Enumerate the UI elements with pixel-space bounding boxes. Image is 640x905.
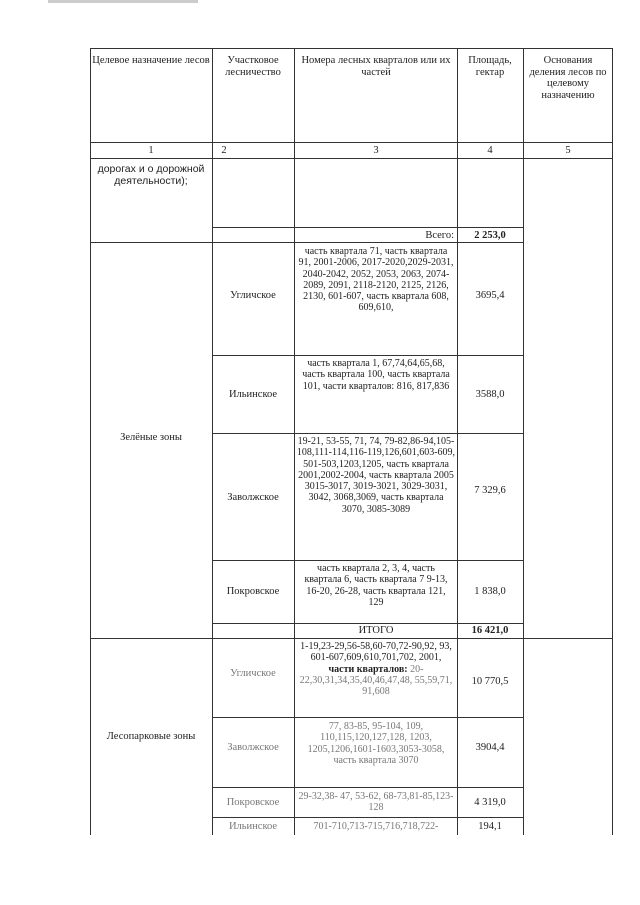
green-area-pokrov: 1 838,0 xyxy=(474,586,506,597)
park-quarters-ilinsk: 701-710,713-715,716,718,722- xyxy=(313,821,439,832)
park-forestry-uglich: Угличское xyxy=(230,668,276,679)
continued-total-value: 2 253,0 xyxy=(474,230,506,241)
park-quarters-zavolzh: 77, 83-85, 95-104, 109, 110,115,120,127,128, 1203, 1205,1206,1601-1603,3053-3058, часть квартала 3070 xyxy=(307,721,445,766)
green-area-ilinsk: 3588,0 xyxy=(475,389,505,400)
park-quarters-pokrov: 29-32,38- 47, 53-62, 68-73,81-85,123-128 xyxy=(298,791,454,814)
park-forestry-pokrov: Покровское xyxy=(226,797,280,808)
park-quarters-uglich-part2: 20-22,30,31,34,35,40,46,47,48, 55,59,71, 91,608 xyxy=(299,663,453,698)
continued-total-label: Всего: xyxy=(425,230,454,241)
park-quarters-uglich-part1: 1-19,23-29,56-58,60-70,72-90,92, 93, 601-607,609,610,701,702, 2001, xyxy=(300,641,452,664)
green-quarters-zavolzh: 19-21, 53-55, 71, 74, 79-82,86-94,105-108,111-114,116-119,126,601,603-609, 501-503,1203,1205, часть квартала 2001,2002-2004, часть квартала 2005 3015-3017, 3019-3021, 3029-3031, 3042, 3068,3069, часть квартала 3070, 3085-3089 xyxy=(296,436,456,515)
continued-purpose: дорогах и о дорожной деятельности); xyxy=(97,163,205,187)
park-area-uglich: 10 770,5 xyxy=(471,676,509,687)
col-number: 3 xyxy=(373,145,379,156)
header-area: Площадь, гектар xyxy=(468,55,512,78)
park-forestry-zavolzh: Заволжское xyxy=(227,742,279,753)
scan-artifact xyxy=(48,0,198,3)
park-area-zavolzh: 3904,4 xyxy=(475,742,505,753)
header-quarters: Номера лесных кварталов или их частей xyxy=(301,55,451,78)
green-quarters-pokrov: часть квартала 2, 3, 4, часть квартала 6, часть квартала 7 9-13, 16-20, 26-28, часть квартала 121, 129 xyxy=(304,563,448,608)
park-quarters-uglich-bold: части кварталов: xyxy=(328,663,408,675)
col-number: 1 xyxy=(148,145,154,156)
park-area-pokrov: 4 319,0 xyxy=(474,797,506,808)
green-area-zavolzh: 7 329,6 xyxy=(474,485,506,496)
header-forestry: Участковое лесничество xyxy=(225,55,281,78)
green-total-value: 16 421,0 xyxy=(471,625,509,636)
green-forestry-zavolzh: Заволжское xyxy=(227,492,279,503)
park-forestry-ilinsk: Ильинское xyxy=(228,821,278,832)
green-area-uglich: 3695,4 xyxy=(475,290,505,301)
park-quarters-uglich xyxy=(298,641,454,697)
header-purpose: Целевое назначение лесов xyxy=(92,55,210,66)
col-number: 2 xyxy=(221,145,227,156)
green-forestry-uglich: Угличское xyxy=(230,290,276,301)
green-zones-label: Зелёные зоны xyxy=(120,432,182,443)
park-area-ilinsk: 194,1 xyxy=(478,821,502,832)
col-number: 5 xyxy=(565,145,571,156)
green-quarters-ilinsk: часть квартала 1, 67,74,64,65,68, часть квартала 100, часть квартала 101, части кварталов: 816, 817,836 xyxy=(302,358,450,392)
green-total-label: ИТОГО xyxy=(358,625,394,636)
green-quarters-uglich: часть квартала 71, часть квартала 91, 2001-2006, 2017-2020,2029-2031, 2040-2042, 2052, 2053, 2063, 2074-2089, 2091, 2118-2120, 2125, 2126, 2130, 601-607, часть квартала 608, 609,610, xyxy=(298,246,454,314)
green-forestry-ilinsk: Ильинское xyxy=(228,389,278,400)
col-number: 4 xyxy=(487,145,493,156)
green-forestry-pokrov: Покровское xyxy=(226,586,280,597)
park-zones-label: Лесопарковые зоны xyxy=(106,731,196,742)
header-basis: Основания деления лесов по целевому назначению xyxy=(529,55,607,101)
